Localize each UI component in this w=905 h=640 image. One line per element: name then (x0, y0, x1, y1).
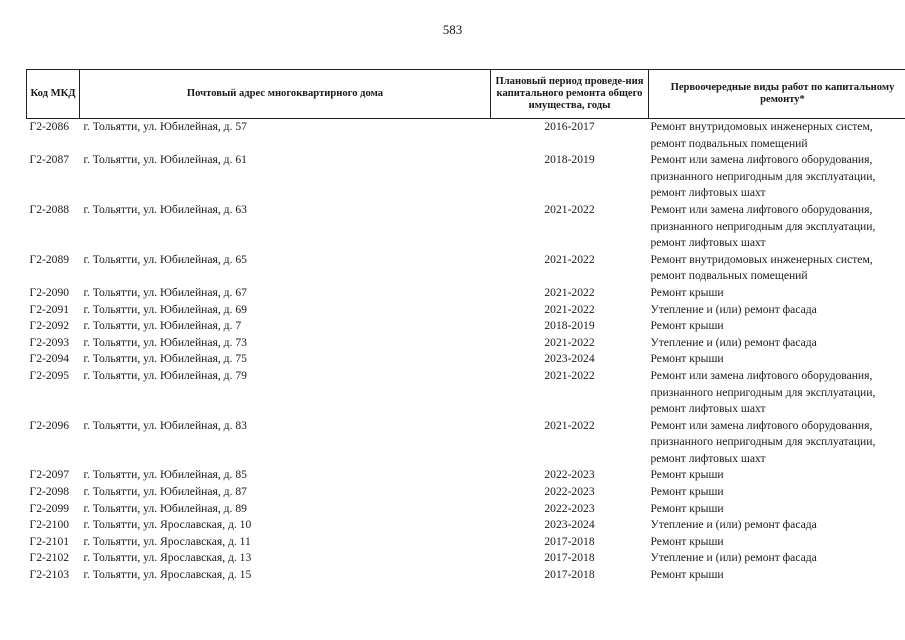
cell-period: 2017-2018 (544, 534, 595, 548)
cell-code: Г2-2091 (29, 302, 70, 316)
cell-works (649, 534, 905, 551)
table-row (27, 202, 905, 252)
cell-code: Г2-2103 (29, 568, 70, 582)
cell-works (649, 202, 905, 252)
cell-works (649, 418, 905, 468)
cell-address: г. Тольятти, ул. Юбилейная, д. 73 (83, 335, 247, 349)
table-row (27, 318, 905, 335)
cell-code: Г2-2100 (29, 518, 70, 532)
cell-period: 2017-2018 (544, 551, 595, 565)
works-line: Утепление и (или) ремонт фасада (650, 551, 817, 565)
works-line: Ремонт крыши (650, 568, 724, 582)
works-line: признанного непригодным для эксплуатации, (650, 219, 876, 233)
works-line: ремонт лифтовых шахт (650, 402, 766, 416)
cell-address: г. Тольятти, ул. Юбилейная, д. 83 (83, 418, 247, 432)
capital-repair-table (26, 69, 905, 584)
cell-address: г. Тольятти, ул. Ярославская, д. 15 (83, 568, 252, 582)
cell-address: г. Тольятти, ул. Юбилейная, д. 85 (83, 468, 247, 482)
works-line: Ремонт крыши (650, 285, 724, 299)
cell-code: Г2-2101 (29, 534, 70, 548)
table-row (27, 351, 905, 368)
cell-works (649, 467, 905, 484)
cell-period: 2022-2023 (544, 485, 595, 499)
works-line: Утепление и (или) ремонт фасада (650, 302, 817, 316)
works-line: признанного непригодным для эксплуатации, (650, 169, 876, 183)
header-address: Почтовый адрес многоквартирного дома (80, 70, 491, 119)
works-line: признанного непригодным для эксплуатации, (650, 435, 876, 449)
cell-period: 2021-2022 (544, 302, 595, 316)
cell-period: 2021-2022 (544, 335, 595, 349)
works-line: Ремонт крыши (650, 534, 724, 548)
cell-works (649, 368, 905, 418)
works-line: Утепление и (или) ремонт фасада (650, 335, 817, 349)
cell-code: Г2-2090 (29, 285, 70, 299)
cell-address: г. Тольятти, ул. Юбилейная, д. 63 (83, 202, 247, 216)
cell-address: г. Тольятти, ул. Юбилейная, д. 61 (83, 153, 247, 167)
cell-code: Г2-2093 (29, 335, 70, 349)
cell-period: 2017-2018 (544, 568, 595, 582)
cell-code: Г2-2088 (29, 202, 70, 216)
cell-period: 2023-2024 (544, 352, 595, 366)
cell-address: г. Тольятти, ул. Ярославская, д. 13 (83, 551, 252, 565)
table-row (27, 335, 905, 352)
cell-works (649, 517, 905, 534)
cell-code: Г2-2096 (29, 418, 70, 432)
table-row (27, 302, 905, 319)
table-row (27, 550, 905, 567)
cell-address: г. Тольятти, ул. Юбилейная, д. 67 (83, 285, 247, 299)
cell-code: Г2-2098 (29, 485, 70, 499)
cell-works (649, 351, 905, 368)
cell-code: Г2-2095 (29, 368, 70, 382)
cell-code: Г2-2102 (29, 551, 70, 565)
cell-period: 2021-2022 (544, 368, 595, 382)
works-line: Утепление и (или) ремонт фасада (650, 518, 817, 532)
cell-period: 2018-2019 (544, 319, 595, 333)
cell-code: Г2-2092 (29, 319, 70, 333)
cell-works (649, 285, 905, 302)
works-line: ремонт лифтовых шахт (650, 451, 766, 465)
table-row (27, 368, 905, 418)
table-row (27, 119, 905, 153)
cell-code: Г2-2087 (29, 153, 70, 167)
cell-address: г. Тольятти, ул. Юбилейная, д. 89 (83, 501, 247, 515)
cell-address: г. Тольятти, ул. Ярославская, д. 10 (83, 518, 252, 532)
table-row (27, 418, 905, 468)
cell-works (649, 484, 905, 501)
table-row (27, 484, 905, 501)
page-number: 583 (442, 22, 463, 37)
table-row (27, 467, 905, 484)
table-row (27, 152, 905, 202)
works-line: Ремонт внутридомовых инженерных систем, (650, 252, 873, 266)
table-row (27, 285, 905, 302)
cell-period: 2016-2017 (544, 120, 595, 133)
works-line: Ремонт крыши (650, 501, 724, 515)
cell-period: 2022-2023 (544, 501, 595, 515)
cell-code: Г2-2097 (29, 468, 70, 482)
cell-address: г. Тольятти, ул. Юбилейная, д. 69 (83, 302, 247, 316)
cell-works (649, 567, 905, 584)
cell-address: г. Тольятти, ул. Юбилейная, д. 79 (83, 368, 247, 382)
table-header (27, 70, 905, 119)
cell-works (649, 152, 905, 202)
works-line: Ремонт или замена лифтового оборудования, (650, 418, 873, 432)
cell-works (649, 335, 905, 352)
cell-period: 2021-2022 (544, 252, 595, 266)
cell-address: г. Тольятти, ул. Юбилейная, д. 75 (83, 352, 247, 366)
works-line: ремонт подвальных помещений (650, 269, 808, 283)
table-body (27, 119, 905, 584)
cell-works (649, 501, 905, 518)
table-row (27, 567, 905, 584)
cell-address: г. Тольятти, ул. Юбилейная, д. 87 (83, 485, 247, 499)
cell-period: 2023-2024 (544, 518, 595, 532)
header-period: Плановый период проведе-ния капитального ремонта общего имущества, годы (491, 70, 649, 119)
works-line: Ремонт или замена лифтового оборудования, (650, 202, 873, 216)
table-row (27, 517, 905, 534)
works-line: ремонт лифтовых шахт (650, 236, 766, 250)
cell-address: г. Тольятти, ул. Юбилейная, д. 7 (83, 319, 242, 333)
cell-address: г. Тольятти, ул. Юбилейная, д. 57 (83, 120, 247, 133)
table-row (27, 501, 905, 518)
works-line: признанного непригодным для эксплуатации, (650, 385, 876, 399)
works-line: ремонт подвальных помещений (650, 136, 808, 150)
cell-address: г. Тольятти, ул. Ярославская, д. 11 (83, 534, 251, 548)
cell-code: Г2-2089 (29, 252, 70, 266)
cell-works (649, 252, 905, 285)
cell-address: г. Тольятти, ул. Юбилейная, д. 65 (83, 252, 247, 266)
cell-code: Г2-2099 (29, 501, 70, 515)
cell-works (649, 318, 905, 335)
works-line: Ремонт крыши (650, 352, 724, 366)
header-code: Код МКД (27, 70, 80, 119)
works-line: Ремонт или замена лифтового оборудования, (650, 368, 873, 382)
cell-works (649, 119, 905, 153)
cell-period: 2021-2022 (544, 285, 595, 299)
cell-code: Г2-2086 (29, 120, 70, 133)
cell-period: 2021-2022 (544, 202, 595, 216)
cell-period: 2021-2022 (544, 418, 595, 432)
works-line: Ремонт крыши (650, 485, 724, 499)
cell-period: 2022-2023 (544, 468, 595, 482)
cell-works (649, 550, 905, 567)
cell-period: 2018-2019 (544, 153, 595, 167)
cell-works (649, 302, 905, 319)
works-line: Ремонт крыши (650, 468, 724, 482)
header-works: Первоочередные виды работ по капитальному ремонту* (649, 70, 905, 119)
works-line: Ремонт внутридомовых инженерных систем, (650, 120, 873, 133)
works-line: Ремонт крыши (650, 319, 724, 333)
cell-code: Г2-2094 (29, 352, 70, 366)
works-line: ремонт лифтовых шахт (650, 186, 766, 200)
table-row (27, 252, 905, 285)
works-line: Ремонт или замена лифтового оборудования, (650, 153, 873, 167)
table-row (27, 534, 905, 551)
